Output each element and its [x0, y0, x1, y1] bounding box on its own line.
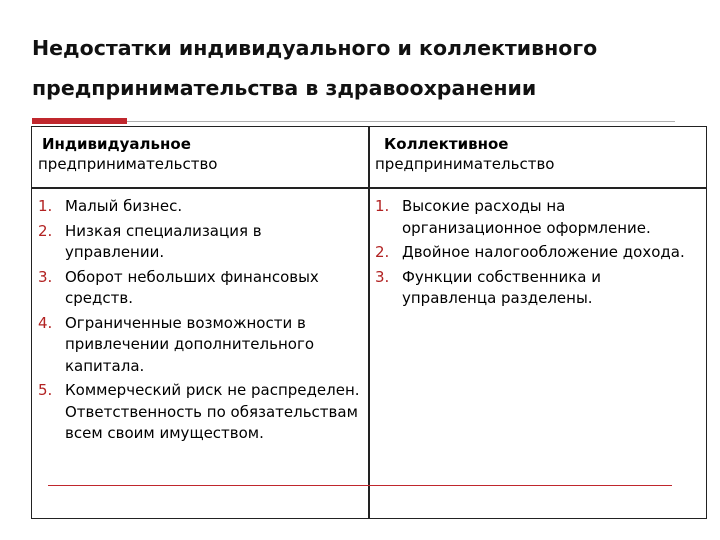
list-item — [38, 221, 364, 264]
header-divider — [31, 187, 707, 189]
list-number: 3. — [375, 267, 390, 286]
list-number: 1. — [375, 197, 390, 215]
list-item — [38, 267, 364, 310]
slide-title — [32, 28, 702, 108]
list-number: 5. — [38, 381, 53, 399]
list-item — [38, 196, 364, 218]
list-number: 2. — [38, 221, 53, 240]
list-number: 3. — [38, 267, 53, 286]
list-item — [375, 196, 700, 239]
right-header-regular: предпринимательство — [375, 155, 555, 173]
list-number: 4. — [38, 313, 53, 332]
list-item-text: Функции собственника и управленца разделены. — [402, 267, 601, 307]
accent-bar — [32, 118, 127, 124]
left-column-header — [38, 134, 217, 174]
list-item-text: Ограниченные возможности в привлечении дополнительного капитала. — [65, 313, 315, 375]
individual-disadvantages-list — [38, 196, 364, 448]
list-item — [375, 267, 700, 310]
list-item-text: Двойное налогообложение дохода. — [402, 243, 685, 261]
list-item — [38, 313, 364, 378]
list-number: 2. — [375, 243, 390, 261]
title-line-1: Недостатки индивидуального и коллективного — [32, 36, 598, 60]
top-divider-line — [127, 121, 675, 122]
list-item-text: Оборот небольших финансовых средств. — [65, 267, 319, 307]
right-header-bold: Коллективное — [384, 135, 509, 153]
column-divider — [368, 126, 370, 519]
list-item-text: Высокие расходы на организационное оформление. — [402, 197, 651, 237]
list-item — [375, 242, 700, 264]
left-header-regular: предпринимательство — [38, 155, 218, 173]
title-line-2: предпринимательства в здравоохранении — [32, 76, 537, 100]
left-header-bold: Индивидуальное — [42, 135, 191, 153]
list-item — [38, 380, 364, 445]
collective-disadvantages-list — [375, 196, 700, 313]
right-column-header — [375, 134, 554, 174]
list-item-text: Коммерческий риск не распределен. Ответственность по обязательствам всем своим имуществом. — [65, 381, 360, 442]
bottom-accent-line — [48, 485, 672, 486]
list-item-text: Малый бизнес. — [65, 197, 183, 215]
list-number: 1. — [38, 197, 53, 215]
list-item-text: Низкая специализация в управлении. — [65, 221, 262, 261]
